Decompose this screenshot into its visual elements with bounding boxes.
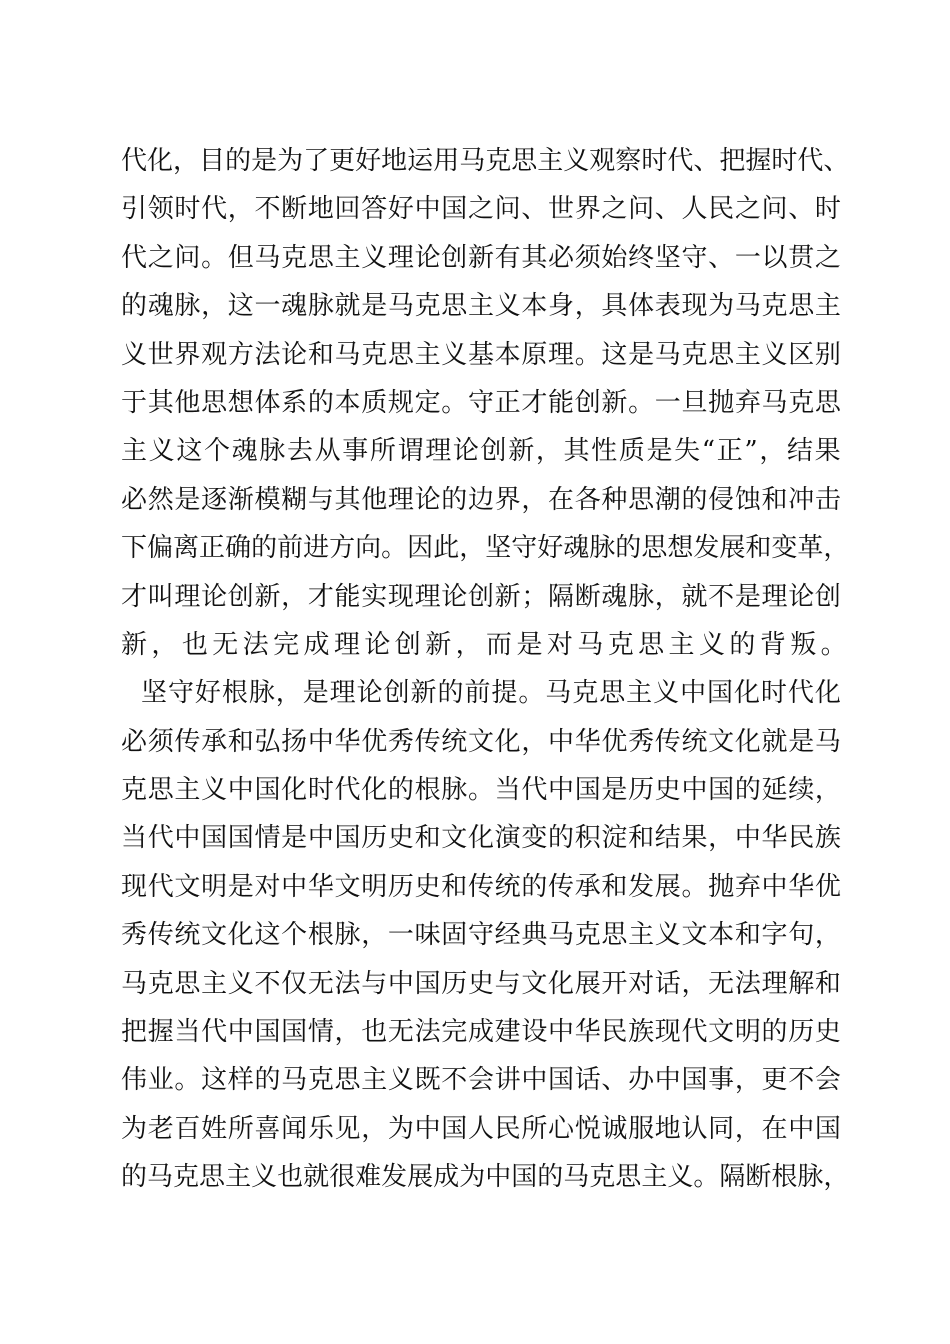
text-line: 伟 业 。 这 样 的 马 克 思 主 义 既 不 会 讲 中 国 话 、 办 中 国 事 ， 更 不 会 (121, 1065, 841, 1096)
text-line: 代 化 ， 目 的 是 为 了 更 好 地 运 用 马 克 思 主 义 观 察 时 代 、 把 握 时 代 、 (121, 146, 850, 176)
text-line: 为 老 百 姓 所 喜 闻 乐 见 ， 为 中 国 人 民 所 心 悦 诚 服 地 认 同 ， 在 中 国 (121, 1113, 841, 1144)
paragraph-first-line: 坚 守 好 根 脉 ， 是 理 论 创 新 的 前 提 。 马 克 思 主 义 中 国 化 时 代 化 (141, 678, 841, 709)
text-line: 必 然 是 逐 渐 模 糊 与 其 他 理 论 的 边 界 ， 在 各 种 思 潮 的 侵 蚀 和 冲 击 (121, 484, 841, 515)
text-line: 现 代 文 明 是 对 中 华 文 明 历 史 和 传 统 的 传 承 和 发 展 。 抛 弃 中 华 优 (121, 871, 841, 902)
text-line: 新，也无法完成理论创新，而是对马克思主义的背叛。 (121, 629, 852, 660)
text-line: 代 之 问 。 但 马 克 思 主 义 理 论 创 新 有 其 必 须 始 终 坚 守 、 一 以 贯 之 (121, 242, 841, 273)
text-line: 的 马 克 思 主 义 也 就 很 难 发 展 成 为 中 国 的 马 克 思 主 义 。 隔 断 根 脉 ， (121, 1162, 850, 1193)
text-line: 主 义 这 个 魂 脉 去 从 事 所 谓 理 论 创 新 ， 其 性 质 是 失 “ 正 ” ， 结 果 (121, 436, 841, 467)
text-line: 必 须 传 承 和 弘 扬 中 华 优 秀 传 统 文 化 ， 中 华 优 秀 传 统 文 化 就 是 马 (121, 726, 841, 757)
text-line: 于 其 他 思 想 体 系 的 本 质 规 定 。 守 正 才 能 创 新 。 一 旦 抛 弃 马 克 思 (121, 387, 841, 418)
text-line: 克 思 主 义 中 国 化 时 代 化 的 根 脉 。 当 代 中 国 是 历 史 中 国 的 延 续 ， (121, 775, 841, 806)
text-line: 把 握 当 代 中 国 国 情 ， 也 无 法 完 成 建 设 中 华 民 族 现 代 文 明 的 历 史 (121, 1017, 841, 1048)
text-line: 秀 传 统 文 化 这 个 根 脉 ， 一 味 固 守 经 典 马 克 思 主 义 文 本 和 字 句 ， (121, 920, 841, 951)
text-line: 的 魂 脉 ， 这 一 魂 脉 就 是 马 克 思 主 义 本 身 ， 具 体 表 现 为 马 克 思 主 (121, 291, 841, 322)
text-line: 当 代 中 国 国 情 是 中 国 历 史 和 文 化 演 变 的 积 淀 和 结 果 ， 中 华 民 族 (121, 823, 841, 854)
text-line: 义 世 界 观 方 法 论 和 马 克 思 主 义 基 本 原 理 。 这 是 马 克 思 主 义 区 别 (121, 339, 841, 370)
text-line: 下 偏 离 正 确 的 前 进 方 向 。 因 此 ， 坚 守 好 魂 脉 的 思 想 发 展 和 变 革 ， (121, 533, 850, 564)
text-line: 才 叫 理 论 创 新 ， 才 能 实 现 理 论 创 新 ； 隔 断 魂 脉 ， 就 不 是 理 论 创 (121, 581, 841, 612)
body-text (121, 137, 852, 1202)
text-line: 引 领 时 代 ， 不 断 地 回 答 好 中 国 之 问 、 世 界 之 问 、 人 民 之 问 、 时 (121, 194, 841, 225)
text-line: 马 克 思 主 义 不 仅 无 法 与 中 国 历 史 与 文 化 展 开 对 话 ， 无 法 理 解 和 (121, 968, 841, 999)
